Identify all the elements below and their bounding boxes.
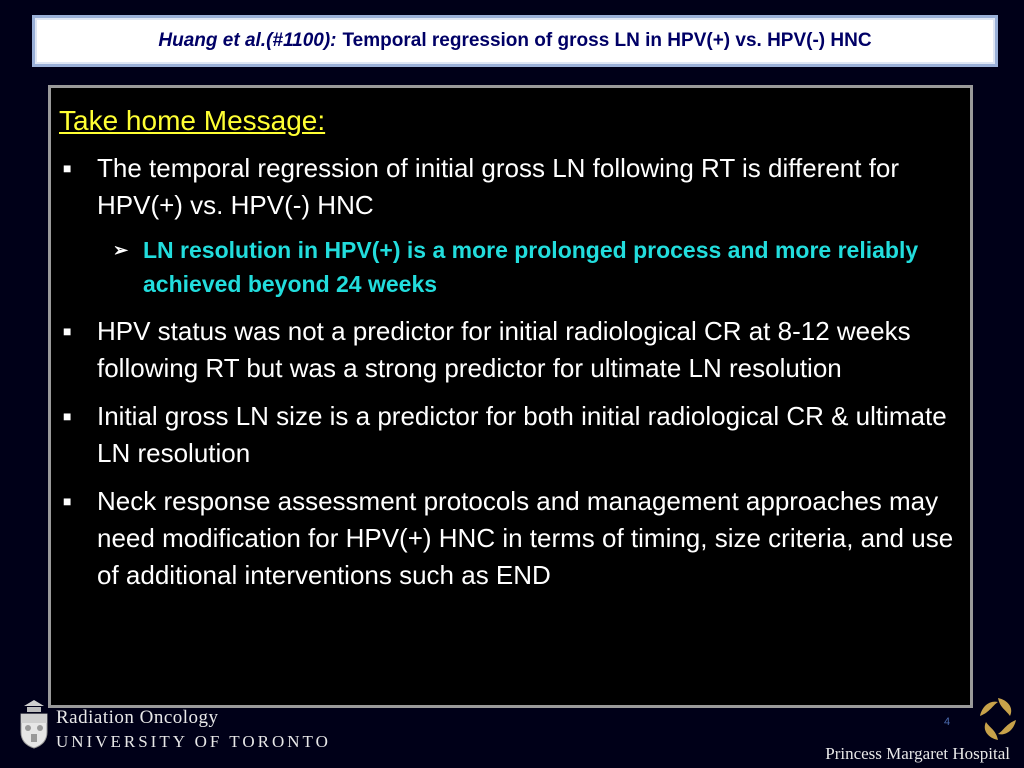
slide-title — [32, 15, 998, 67]
pmh-logo-icon — [976, 694, 1020, 744]
bullet-marker-icon: ■ — [63, 493, 72, 509]
bullet-item — [59, 150, 956, 224]
bullet-item — [59, 483, 956, 594]
dept-label: Radiation Oncology — [56, 707, 219, 728]
uoft-crest-icon — [18, 698, 50, 750]
bullet-text: Neck response assessment protocols and management approaches may need modification for HPV(+) HNC in terms of timing, size criteria, and use of additional interventions such as END — [97, 486, 954, 590]
bullet-text: The temporal regression of initial gross LN following RT is different for HPV(+) vs. HPV(-) HNC — [97, 153, 900, 220]
bullet-text: HPV status was not a predictor for initial radiological CR at 8-12 weeks following RT but was a strong predictor for ultimate LN resolution — [97, 316, 911, 383]
title-text: Temporal regression of gross LN in HPV(+) vs. HPV(-) HNC — [342, 30, 872, 51]
sub-bullet-text: LN resolution in HPV(+) is a more prolonged process and more reliably achieved beyond 24 weeks — [143, 237, 919, 297]
bullet-text: Initial gross LN size is a predictor for both initial radiological CR & ultimate LN resolution — [97, 401, 947, 468]
university-label: UNIVERSITY OF TORONTO — [56, 732, 331, 751]
content-box — [48, 85, 973, 708]
bullet-marker-icon: ■ — [63, 160, 72, 176]
hospital-label: Princess Margaret Hospital — [825, 744, 1010, 763]
page-number: 4 — [944, 716, 951, 728]
bullet-marker-icon: ■ — [63, 323, 72, 339]
bullet-marker-icon: ■ — [63, 408, 72, 424]
sub-bullet-item — [113, 233, 956, 301]
arrow-marker-icon: ➢ — [113, 240, 129, 260]
title-authors: Huang et al.(#1100): — [158, 30, 337, 51]
bullet-item — [59, 313, 956, 387]
take-home-heading: Take home Message: — [59, 105, 326, 136]
uoft-radiation-oncology-logo — [18, 694, 338, 754]
bullet-item — [59, 398, 956, 472]
